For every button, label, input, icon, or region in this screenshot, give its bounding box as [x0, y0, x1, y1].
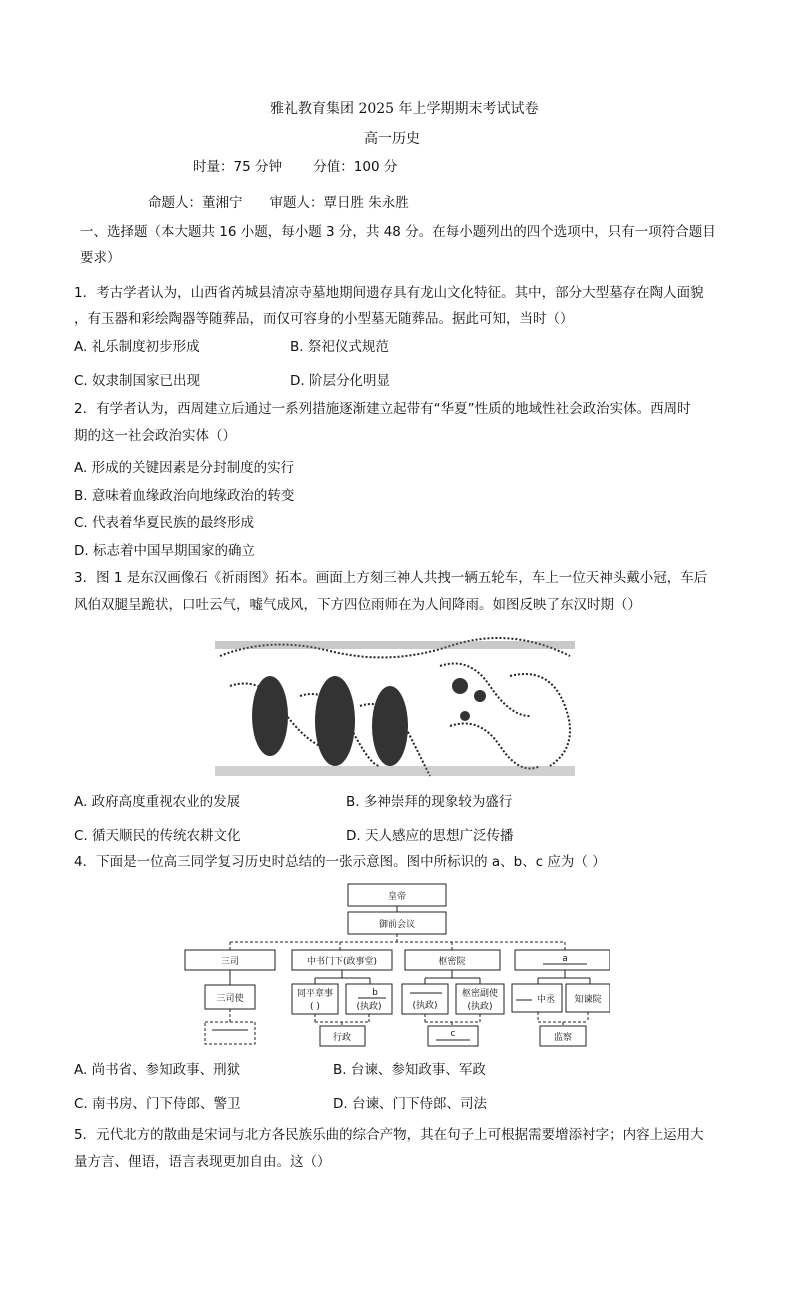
q3-stem-line2: 风伯双腿呈跪状，口吐云气，嘘气成风，下方四位雨师在为人间降雨。如图反映了东汉时期（） — [74, 597, 641, 613]
diagram-label-a: a — [562, 954, 568, 964]
diagram-jiancha: 监察 — [553, 1033, 573, 1043]
q5-stem-line1: 5．元代北方的散曲是宋词与北方各民族乐曲的综合产物，其在句子上可根据需要增添衬字；内容上运用大 — [74, 1127, 704, 1143]
diagram-council: 御前会议 — [378, 920, 416, 930]
q4-option-d: D. 台谏、门下侍郎、司法 — [333, 1096, 487, 1112]
q4-option-a: A. 尚书省、参知政事、刑狱 — [74, 1062, 241, 1078]
diagram-zhizheng-b: (执政) — [356, 1002, 382, 1012]
diagram-sansishi: 三司使 — [216, 994, 244, 1004]
q1-stem-line1: 1．考古学者认为，山西省芮城县清凉寺墓地期间遗存具有龙山文化特征。其中，部分大型墓存在陶人面貌 — [74, 285, 704, 301]
exam-title: 雅礼教育集团 2025 年上学期期末考试试卷 — [270, 101, 539, 117]
q4-stem: 4．下面是一位高三同学复习历史时总结的一张示意图。图中所标识的 a、b、c 应为（ ） — [74, 854, 606, 870]
diagram-label-c: c — [450, 1029, 456, 1039]
q1-option-a: A. 礼乐制度初步形成 — [74, 339, 200, 355]
q3-option-b: B. 多神崇拜的现象较为盛行 — [346, 794, 513, 810]
q1-stem-line2: ，有玉器和彩绘陶器等随葬品，而仅可容身的小型墓无随葬品。据此可知，当时（） — [74, 311, 574, 327]
section-instructions-line1: 一、选择题（本大题共 16 小题，每小题 3 分，共 48 分。在每小题列出的四个选项中，只有一项符合题目 — [80, 224, 716, 240]
q1-option-b: B. 祭祀仪式规范 — [290, 339, 389, 355]
diagram-zhizheng-fushi: (执政) — [467, 1002, 493, 1012]
rain-rubbing-image — [210, 626, 582, 782]
time-score: 时量：75 分钟 分值：100 分 — [193, 159, 398, 175]
government-structure-diagram — [180, 880, 610, 1050]
diagram-sansi: 三司 — [220, 957, 240, 967]
authors: 命题人：董湘宁 审题人：覃日胜 朱永胜 — [148, 195, 409, 211]
diagram-shumifushi: 枢密副使 — [461, 989, 499, 999]
q5-stem-line2: 量方言、俚语，语言表现更加自由。这（） — [74, 1154, 331, 1170]
diagram-zhongcheng: 中丞 — [536, 995, 556, 1005]
q2-stem-line1: 2．有学者认为，西周建立后通过一系列措施逐渐建立起带有“华夏”性质的地域性社会政治实体。西周时 — [74, 401, 691, 417]
q3-option-c: C. 循天顺民的传统农耕文化 — [74, 828, 241, 844]
q2-option-a: A. 形成的关键因素是分封制度的实行 — [74, 460, 295, 476]
q1-option-d: D. 阶层分化明显 — [290, 373, 390, 389]
diagram-label-b: b — [372, 988, 378, 998]
diagram-zhongshu: 中书门下(政事堂) — [306, 957, 378, 967]
q2-option-d: D. 标志着中国早期国家的确立 — [74, 543, 255, 559]
q4-option-b: B. 台谏、参知政事、军政 — [333, 1062, 486, 1078]
q2-option-c: C. 代表着华夏民族的最终形成 — [74, 515, 255, 531]
q2-stem-line2: 期的这一社会政治实体（） — [74, 428, 236, 444]
q1-option-c: C. 奴隶制国家已出现 — [74, 373, 201, 389]
q3-stem-line1: 3．图 1 是东汉画像石《祈雨图》拓本。画面上方刻三神人共拽一辆五轮车，车上一位天神头戴小冠，车后 — [74, 570, 708, 586]
diagram-shumi: 枢密院 — [438, 957, 466, 967]
diagram-emperor: 皇帝 — [387, 892, 407, 902]
section-instructions-line2: 要求） — [80, 250, 121, 266]
diagram-xingzheng: 行政 — [332, 1033, 352, 1043]
diagram-zhizheng-shumi: (执政) — [412, 1001, 438, 1011]
q2-option-b: B. 意味着血缘政治向地缘政治的转变 — [74, 488, 295, 504]
q3-option-a: A. 政府高度重视农业的发展 — [74, 794, 241, 810]
q4-option-c: C. 南书房、门下侍郎、警卫 — [74, 1096, 241, 1112]
diagram-tongping: 同平章事 — [296, 989, 334, 999]
diagram-blank-paren: ( ) — [310, 1002, 320, 1012]
subject-title: 高一历史 — [364, 131, 420, 147]
diagram-zhijianyuan: 知谏院 — [574, 995, 602, 1005]
q3-option-d: D. 天人感应的思想广泛传播 — [346, 828, 514, 844]
